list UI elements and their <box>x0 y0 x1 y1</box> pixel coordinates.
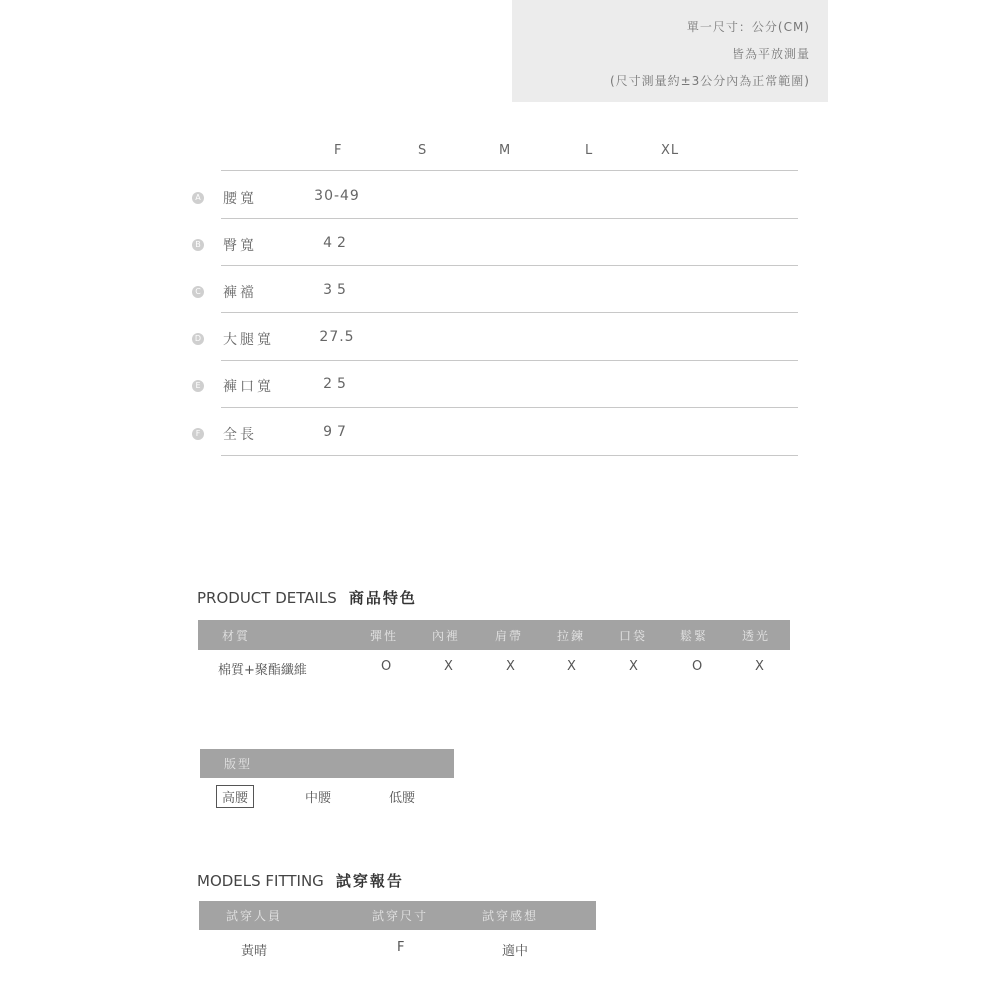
value-size-worn: F <box>397 940 405 955</box>
product-details-title-en: PRODUCT DETAILS <box>197 589 337 607</box>
product-details-title-zh: 商品特色 <box>348 589 417 607</box>
value-sheerness: X <box>755 659 764 674</box>
marker-a-icon: A <box>192 192 204 204</box>
row-value-hip: 42 <box>323 235 351 251</box>
measurement-note <box>512 0 828 102</box>
header-elastic-band: 鬆緊 <box>680 629 709 643</box>
models-fitting-title-en: MODELS FITTING <box>197 872 324 890</box>
size-header-f: F <box>334 143 343 158</box>
header-size-worn: 試穿尺寸 <box>372 909 429 923</box>
models-fitting-title <box>197 870 404 891</box>
flat-measure-note: 皆為平放測量 <box>731 47 810 61</box>
tolerance-note: (尺寸測量約±3公分內為正常範圍) <box>609 74 810 88</box>
value-elastic-band: O <box>692 659 703 674</box>
divider <box>221 218 798 219</box>
fit-header: 版型 <box>224 757 253 771</box>
divider <box>221 455 798 456</box>
row-label-thigh: 大腿寬 <box>223 332 274 348</box>
marker-c-icon: C <box>192 286 204 298</box>
marker-e-icon: E <box>192 380 204 392</box>
value-pockets: X <box>629 659 638 674</box>
marker-b-icon: B <box>192 239 204 251</box>
header-model: 試穿人員 <box>226 909 283 923</box>
row-value-waist: 30-49 <box>314 188 360 204</box>
value-elasticity: O <box>381 659 392 674</box>
product-details-title <box>197 587 417 608</box>
size-header-m: M <box>499 143 512 158</box>
header-elasticity: 彈性 <box>370 629 399 643</box>
divider <box>221 312 798 313</box>
row-value-thigh: 27.5 <box>319 329 355 345</box>
value-feedback: 適中 <box>502 944 529 959</box>
divider <box>221 360 798 361</box>
row-label-rise: 褲襠 <box>223 285 257 301</box>
fit-option-low-waist: 低腰 <box>389 791 416 806</box>
header-sheerness: 透光 <box>742 629 771 643</box>
fit-option-high-waist: 高腰 <box>216 785 254 808</box>
header-pockets: 口袋 <box>619 629 648 643</box>
row-label-waist: 腰寬 <box>223 191 257 207</box>
header-zipper: 拉鍊 <box>557 629 586 643</box>
value-material: 棉質+聚酯纖維 <box>218 663 307 678</box>
size-header-l: L <box>585 143 594 158</box>
value-straps: X <box>506 659 515 674</box>
row-value-leg-opening: 25 <box>323 376 351 392</box>
size-header-s: S <box>418 143 428 158</box>
row-value-rise: 35 <box>323 282 351 298</box>
value-zipper: X <box>567 659 576 674</box>
divider <box>221 407 798 408</box>
value-lining: X <box>444 659 453 674</box>
header-material: 材質 <box>222 629 251 643</box>
header-straps: 肩帶 <box>495 629 524 643</box>
marker-f-icon: F <box>192 428 204 440</box>
row-label-length: 全長 <box>223 427 257 443</box>
divider <box>221 265 798 266</box>
row-label-leg-opening: 褲口寬 <box>223 379 274 395</box>
models-fitting-title-zh: 試穿報告 <box>335 872 404 890</box>
value-model: 黃晴 <box>241 944 268 959</box>
unit-note: 單一尺寸：公分(CM) <box>686 20 810 34</box>
row-label-hip: 臀寬 <box>223 238 257 254</box>
size-header-xl: XL <box>661 143 680 158</box>
divider <box>221 170 798 171</box>
row-value-length: 97 <box>323 424 351 440</box>
fit-option-mid-waist: 中腰 <box>305 791 332 806</box>
header-feedback: 試穿感想 <box>482 909 539 923</box>
header-lining: 內裡 <box>432 629 461 643</box>
marker-d-icon: D <box>192 333 204 345</box>
